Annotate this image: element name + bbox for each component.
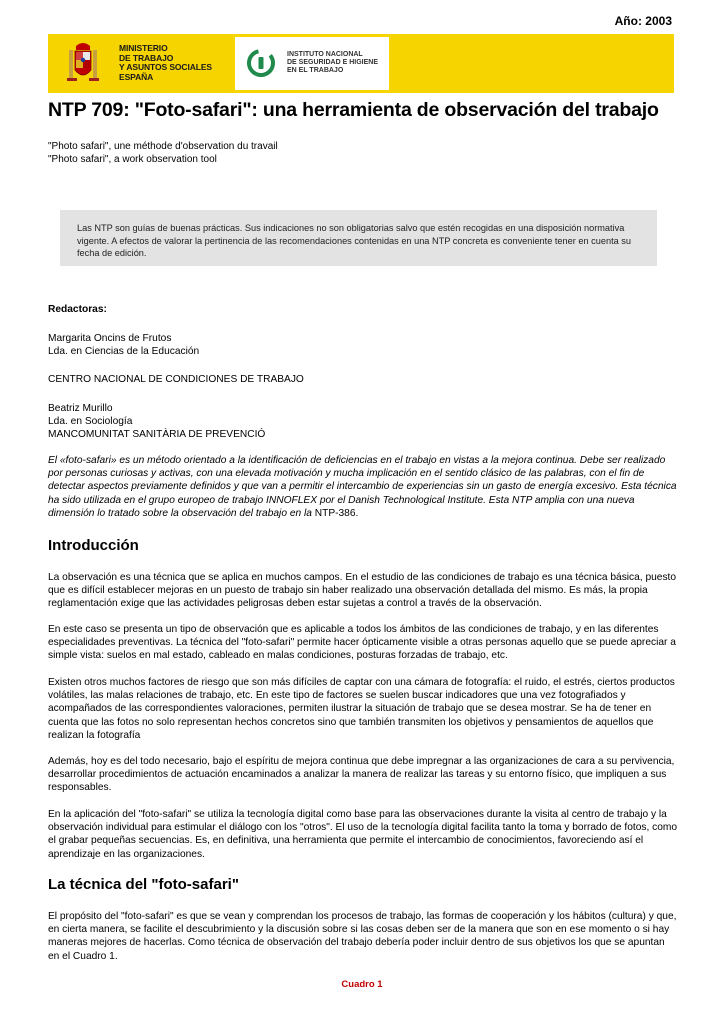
author-2-degree: Lda. en Sociología [48,416,133,428]
abstract [48,454,678,520]
intro-paragraph: Además, hoy es del todo necesario, bajo el espíritu de mejora continua que debe impregnar a las organizaciones de cara a su pervivencia, desarrollar procedimientos de actuación encaminados a analizar la manera de realizar las tareas y su entorno físico, que impliquen a sus responsables. [48,756,675,794]
header-logo-band [48,34,674,93]
author-1 [48,332,678,358]
author-2 [48,402,678,442]
abstract-text: El «foto-safari» es un método orientado a la identificación de deficiencias en el trabajo en vistas a la mejora continua. Debe ser realizado por personas curiosas y activas, con una elevada motivación y mucha implicación en el sentido clásico de las palabras, con el fin de detectar aspectos previamente definidos y que van a permitir el intercambio de experiencias sin un gasto de energía excesivo. Esta técnica ha sido utilizada en el grupo europeo de trabajo INNOFLEX por el Danish Technological Institute. Esta NTP amplia con una nueva dimensión lo tratado sobre la observación del trabajo en la [48,455,677,519]
intro-paragraph: En este caso se presenta un tipo de observación que es aplicable a todos los ámbitos de las condiciones de trabajo, y en las diferentes especialidades preventivas. La técnica del "foto-safari" permite hacer ópticamente visible a otras personas aquello que se puede apreciar a simple vista: suelos en mal estado, cableado en malas condiciones, posturas forzadas de trabajo, etc. [48,624,676,662]
insht-logo-icon [246,48,276,78]
section-heading-technique: La técnica del "foto-safari" [48,876,239,893]
section-heading-intro: Introducción [48,537,139,554]
alt-title-en: "Photo safari", a work observation tool [48,154,217,165]
institute-name: INSTITUTO NACIONAL DE SEGURIDAD E HIGIENE EN EL TRABAJO [287,51,379,75]
ntp-reference: NTP-386. [314,507,359,519]
disclaimer-box [60,210,657,266]
intro-paragraph: En la aplicación del "foto-safari" se utiliza la tecnología digital como base para las observaciones durante la visita al centro de trabajo y la observación individual para estimular el diálogo con los "otros". El uso de la tecnología digital facilita tanto la toma y borrado de fotos, como el grabar pequeñas secuencias. Es, en definitiva, una herramienta que permite el intercambio de conocimientos, favoreciendo así el aprendizaje en las organizaciones. [48,809,678,860]
author-1-name: Margarita Oncins de Frutos [48,333,172,344]
ministry-name: MINISTERIO DE TRABAJO Y ASUNTOS SOCIALES ESPAÑA [119,43,212,82]
institute-logo-box [235,37,389,90]
alternate-titles [48,140,278,166]
coat-of-arms-icon [66,40,100,88]
intro-paragraph: Existen otros muchos factores de riesgo que son más difíciles de captar con una cámara de fotografía: el ruido, el estrés, ciertos productos volátiles, las malas relaciones de trabajo, etc. En este tipo de factores se suelen buscar indicadores que una vez fotografiados y acompañados de las correspondientes valoraciones, permiten ilustrar la situación de trabajo que se desea mostrar. Se ha de tener en cuenta que las fotos no solo representan hechos concretos sino que también transmiten los objetivos y pensamientos de aquellos que realizan la fotografía [48,677,675,741]
technique-paragraph: El propósito del "foto-safari" es que se vean y comprendan los procesos de trabajo, las formas de cooperación y los hábitos (cultura) y que, en cierta manera, se facilite el descubrimiento y la discusión sobre si las cosas deben ser de la manera que son en ese momento o si hay maneras mejores de hacerlas. Como técnica de observación del trabajo debería poder incluir dentro de sus objetivos los que se apuntan en el Cuadro 1. [48,911,677,962]
disclaimer-text: Las NTP son guías de buenas prácticas. Sus indicaciones no son obligatorias salvo que estén recogidas en una disposición normativa vigente. A efectos de valorar la pertinencia de las recomendaciones contenidas en una NTP concreta es conveniente tener en cuenta su fecha de edición. [77,223,631,259]
alt-title-fr: "Photo safari", une méthode d'observation du travail [48,141,278,152]
author-center: CENTRO NACIONAL DE CONDICIONES DE TRABAJO [48,374,304,385]
author-2-org: MANCOMUNITAT SANITÀRIA DE PREVENCIÓ [48,429,266,441]
page-title: NTP 709: "Foto-safari": una herramienta de observación del trabajo [48,99,659,121]
intro-paragraph: La observación es una técnica que se aplica en muchos campos. En el estudio de las condiciones de trabajo es una técnica básica, puesto que es difícil establecer mejoras en un puesto de trabajo sin haber realizado una observación detallada del mismo. Es más, la propia reglamentación exige que las actividades peligrosas deben estar sujetas a control a través de la observación. [48,572,677,610]
author-2-name: Beatriz Murillo [48,403,113,414]
year-label: Año: 2003 [614,14,672,28]
figure-caption: Cuadro 1 [341,979,383,990]
authors-heading: Redactoras: [48,304,107,315]
author-1-degree: Lda. en Ciencias de la Educación [48,346,200,358]
